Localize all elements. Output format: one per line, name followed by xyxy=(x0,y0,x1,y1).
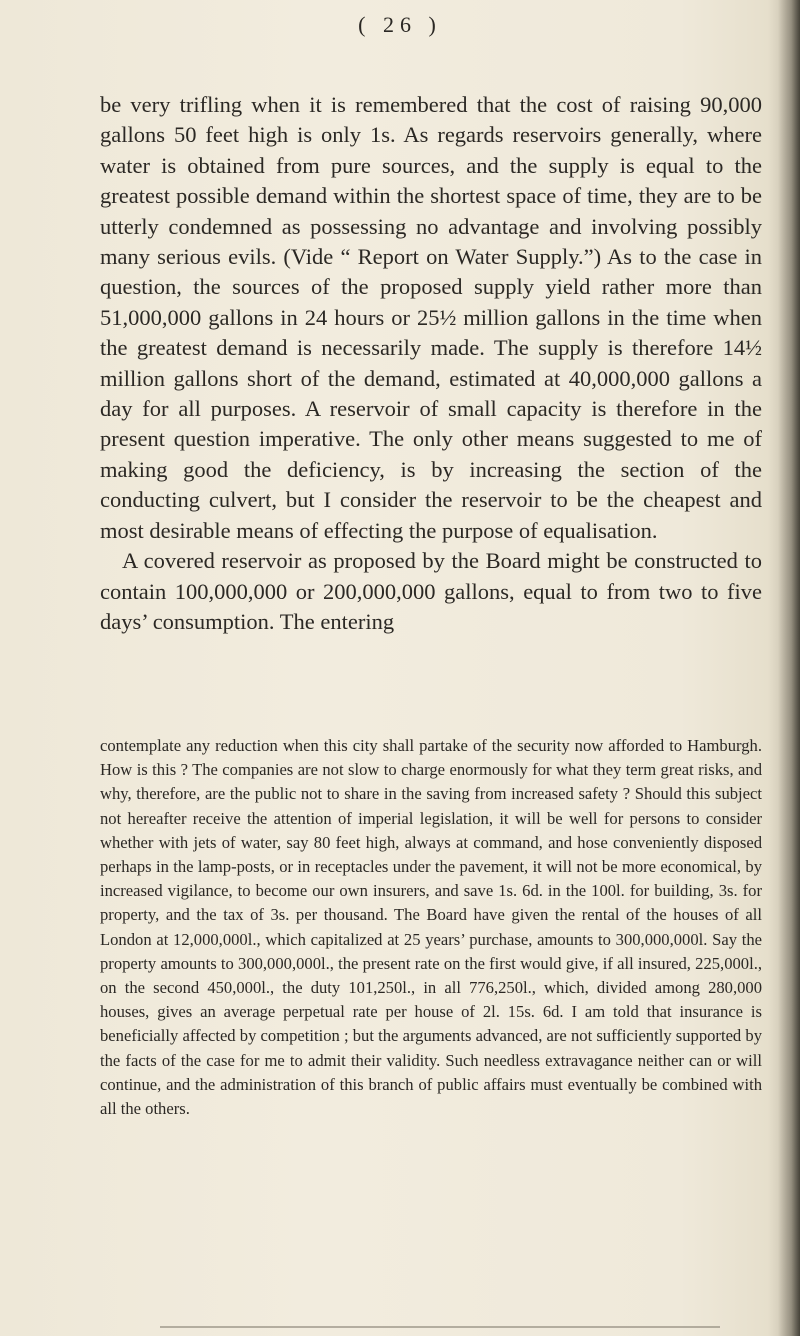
bottom-rule xyxy=(160,1326,720,1328)
paragraph-1: be very trifling when it is remembered that the cost of raising 90,000 gallons 50 feet high is only 1s. As regards reservoirs generally, where water is obtained from pure sources, and the supply is equal to the greatest possible demand within the shortest space of time, they are to be utterly condemned as possessing no advantage and involving possibly many serious evils. (Vide “ Report on Water Supply.”) As to the case in question, the sources of the proposed supply yield rather more than 51,000,000 gallons in 24 hours or 25½ million gallons in the time when the greatest demand is necessarily made. The supply is therefore 14½ million gallons short of the demand, estimated at 40,000,000 gallons a day for all purposes. A reservoir of small capacity is therefore in the present question imperative. The only other means suggested to me of making good the deficiency, is by increasing the section of the conducting culvert, but I consider the reservoir to be the cheapest and most desirable means of effecting the purpose of equalisation. xyxy=(100,92,762,543)
main-text xyxy=(100,90,762,637)
paragraph-2: A covered reservoir as proposed by the Board might be constructed to contain 100,000,000 or 200,000,000 gallons, equal to from two to five days’ consumption. The entering xyxy=(100,548,762,634)
page-edge-shadow xyxy=(778,0,800,1336)
footnote-text: contemplate any reduction when this city shall partake of the security now afforded to Hamburgh. How is this ? The companies are not slow to charge enormously for what they term great risks, and why, therefore, are the public not to share in the saving from increased safety ? Should this subject not hereafter receive the attention of imperial legislation, it will be well for persons to consider whether with jets of water, say 80 feet high, always at command, and hose conveniently disposed perhaps in the lamp-posts, or in receptacles under the pavement, it will not be more economical, by increased vigilance, to become our own insurers, and save 1s. 6d. in the 100l. for building, 3s. for property, and the tax of 3s. per thousand. The Board have given the rental of the houses of all London at 12,000,000l., which capitalized at 25 years’ purchase, amounts to 300,000,000l. Say the property amounts to 300,000,000l., the present rate on the first would give, if all insured, 225,000l., on the second 450,000l., the duty 101,250l., in all 776,250l., which, divided among 280,000 houses, gives an average perpetual rate per house of 2l. 15s. 6d. I am told that insurance is beneficially affected by competition ; but the arguments advanced, are not sufficiently supported by the facts of the case for me to admit their validity. Such needless extravagance neither can or will continue, and the administration of this branch of public affairs must eventually be combined with all the others. xyxy=(100,736,762,1119)
footnote xyxy=(100,734,762,1121)
page-number: ( 26 ) xyxy=(358,12,442,37)
